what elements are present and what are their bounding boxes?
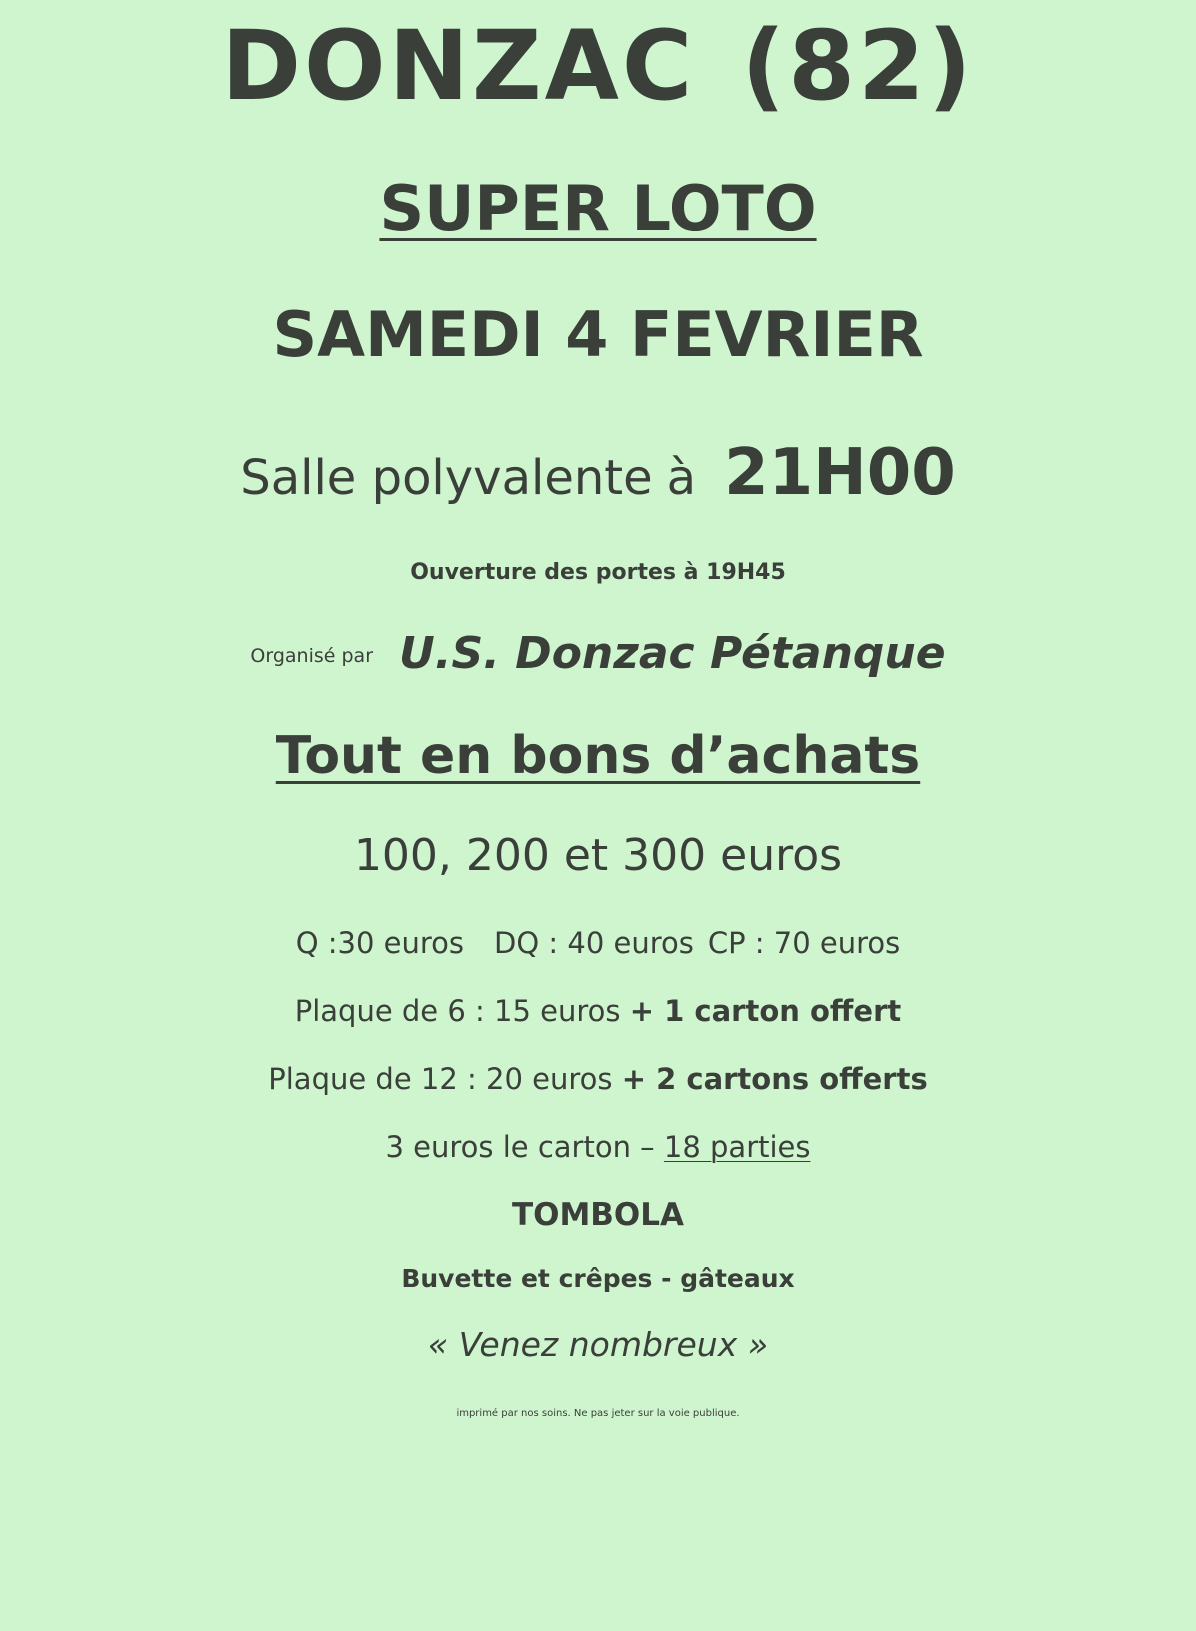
- plaque12-price: Plaque de 12 : 20 euros: [268, 1062, 613, 1096]
- carton-price: 3 euros le carton –: [385, 1130, 655, 1164]
- organizer-line: [0, 628, 1196, 679]
- card-prices-line: [0, 926, 1196, 960]
- event-time: 21H00: [724, 436, 956, 510]
- price-dq: DQ : 40 euros: [494, 926, 694, 960]
- plaque12-line: [0, 1062, 1196, 1096]
- organizer-prefix: Organisé par: [250, 645, 374, 667]
- plaque6-price: Plaque de 6 : 15 euros: [294, 994, 621, 1028]
- event-name-line: [0, 172, 1196, 245]
- prizes-headline-line: [0, 726, 1196, 786]
- venue-label: Salle polyvalente: [240, 450, 653, 506]
- footer-note: imprimé par nos soins. Ne pas jeter sur la voie publique.: [456, 1408, 740, 1419]
- plaque12-bonus: + 2 cartons offerts: [621, 1062, 928, 1096]
- department-number: (82): [741, 10, 975, 122]
- plaque6-bonus: + 1 carton offert: [629, 994, 902, 1028]
- parties-count: 18 parties: [663, 1130, 811, 1164]
- prize-amounts: 100, 200 et 300 euros: [353, 830, 843, 881]
- venue-line: [0, 436, 1196, 510]
- organizer-name: U.S. Donzac Pétanque: [399, 628, 946, 679]
- prizes-headline: Tout en bons d’achats: [275, 726, 921, 786]
- buvette: Buvette et crêpes - gâteaux: [401, 1264, 795, 1293]
- plaque6-line: [0, 994, 1196, 1028]
- tombola: TOMBOLA: [511, 1197, 685, 1233]
- carton-line: [0, 1130, 1196, 1164]
- venue-at: à: [666, 450, 697, 506]
- price-q: Q :30 euros: [295, 926, 464, 960]
- flyer-title: [0, 10, 1196, 122]
- slogan: « Venez nombreux »: [427, 1325, 769, 1364]
- price-cp: CP : 70 euros: [707, 926, 901, 960]
- town-name: DONZAC: [221, 10, 696, 122]
- doors-open: Ouverture des portes à 19H45: [410, 560, 786, 585]
- event-date: SAMEDI 4 FEVRIER: [272, 298, 924, 371]
- event-name: SUPER LOTO: [379, 172, 817, 245]
